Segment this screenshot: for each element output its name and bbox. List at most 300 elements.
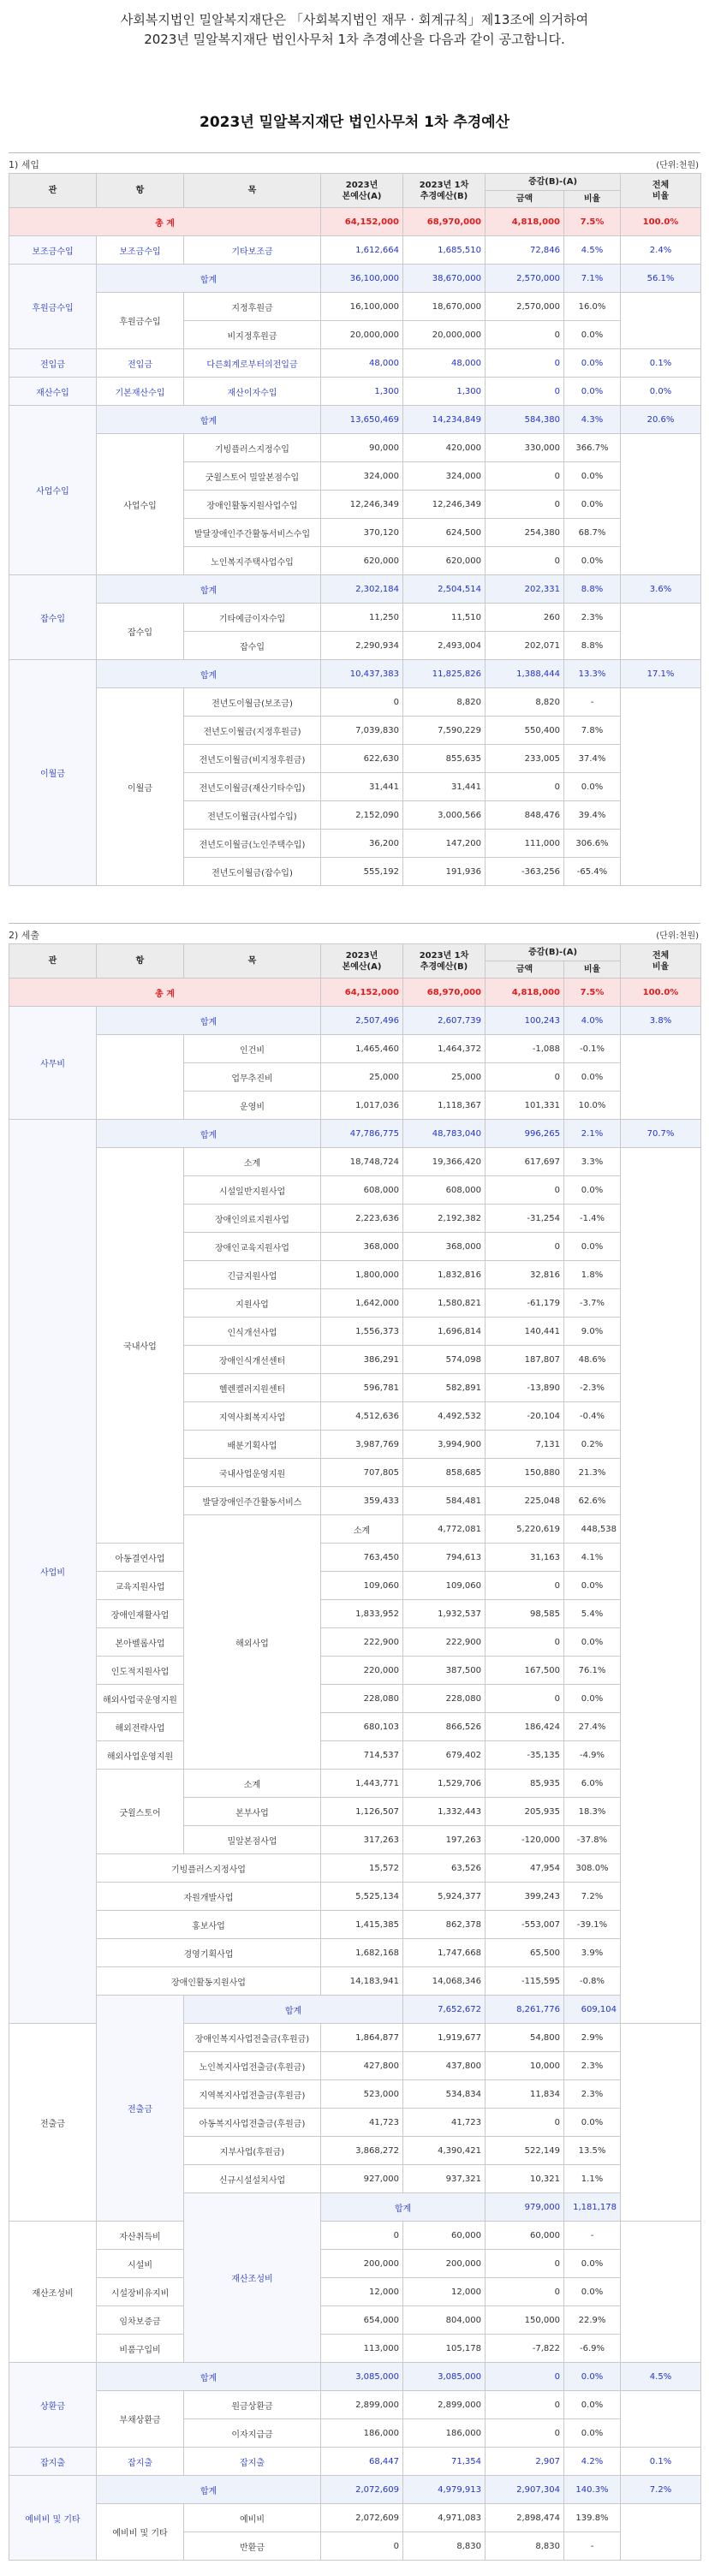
difference-rate-cell: -3.7% — [564, 1289, 621, 1318]
difference-rate-cell: 140.3% — [564, 2476, 621, 2504]
mok-cell: 해외전략사업 — [97, 1713, 184, 1741]
table-row — [9, 1148, 701, 1176]
supplementary-budget-cell: 18,670,000 — [403, 293, 486, 321]
original-budget-cell: 12,000 — [321, 2278, 403, 2306]
supplementary-budget-cell: 387,500 — [403, 1657, 486, 1685]
supplementary-budget-cell: 1,529,706 — [403, 1770, 486, 1798]
table-row — [9, 1854, 701, 1883]
difference-rate-cell: 306.6% — [564, 830, 621, 858]
original-budget-cell: 2,899,000 — [321, 2391, 403, 2419]
mok-cell: 시설비 — [97, 2250, 184, 2278]
difference-rate-cell: 7.5% — [564, 208, 621, 236]
difference-rate-cell: 3.3% — [564, 1148, 621, 1176]
difference-amount-cell: 150,000 — [486, 2306, 564, 2335]
supplementary-budget-cell: 1,464,372 — [403, 1035, 486, 1063]
mok-cell: 아동복지사업전출금(후원금) — [184, 2109, 321, 2137]
supplementary-budget-cell: 25,000 — [403, 1063, 486, 1092]
mok-cell: 본부사업 — [184, 1798, 321, 1826]
header-hang: 항 — [97, 174, 184, 208]
hang-mok-cell: 장애인활동지원사업 — [97, 1967, 321, 1996]
difference-amount-cell: 448,538 — [564, 1515, 621, 1544]
difference-amount-cell: 11,834 — [486, 2080, 564, 2109]
mok-cell: 전년도이월금(재산기타수입) — [184, 773, 321, 801]
supplementary-budget-cell: 866,526 — [403, 1713, 486, 1741]
supplementary-budget-cell: 48,783,040 — [403, 1120, 486, 1148]
gwan-cell: 이월금 — [9, 660, 97, 886]
original-budget-cell: 12,246,349 — [321, 491, 403, 519]
mok-cell: 전년도이월금(지정후원금) — [184, 717, 321, 745]
section-divider — [9, 152, 700, 153]
gwan-cell: 보조금수입 — [9, 236, 97, 265]
difference-rate-cell: 0.0% — [564, 349, 621, 378]
difference-amount-cell: 140,441 — [486, 1318, 564, 1346]
mok-cell: 비지정후원금 — [184, 321, 321, 349]
difference-rate-cell: 22.9% — [564, 2306, 621, 2335]
difference-amount-cell: 0 — [486, 1572, 564, 1600]
supplementary-budget-cell: 1,300 — [403, 378, 486, 406]
original-budget-cell: 109,060 — [321, 1572, 403, 1600]
difference-rate-cell: -65.4% — [564, 858, 621, 886]
difference-amount-cell: -35,135 — [486, 1741, 564, 1770]
gwan-cell: 전출금 — [97, 1996, 184, 2222]
original-budget-cell: 31,441 — [321, 773, 403, 801]
mok-cell: 긴급지원사업 — [184, 1261, 321, 1289]
difference-rate-cell: 0.0% — [564, 1685, 621, 1713]
mok-cell: 지정후원금 — [184, 293, 321, 321]
difference-amount-cell: 0 — [486, 1233, 564, 1261]
share-cell: 7.2% — [621, 2476, 701, 2504]
table-row — [9, 604, 701, 632]
table-row — [9, 2363, 701, 2391]
hang-cell: 재산조성비 — [9, 2222, 97, 2363]
difference-amount-cell: 186,424 — [486, 1713, 564, 1741]
hang-cell: 예비비 및 기타 — [97, 2504, 184, 2561]
difference-rate-cell: 366.7% — [564, 434, 621, 462]
mok-cell: 소계 — [184, 1148, 321, 1176]
mok-cell: 굿윌스토어 밀알본점수입 — [184, 462, 321, 491]
supplementary-budget-cell: 1,332,443 — [403, 1798, 486, 1826]
mok-cell: 업무추진비 — [184, 1063, 321, 1092]
share-cell-empty — [621, 293, 701, 349]
supplementary-budget-cell: 1,685,510 — [403, 236, 486, 265]
supplementary-budget-cell: 41,723 — [403, 2109, 486, 2137]
supplementary-budget-cell: 11,825,826 — [403, 660, 486, 688]
header-supplementary-budget: 2023년 1차 추경예산(B) — [403, 944, 486, 979]
grand-total-label: 총 계 — [9, 208, 321, 236]
original-budget-cell: 622,630 — [321, 745, 403, 773]
supplementary-budget-cell: 186,000 — [403, 2419, 486, 2448]
supplementary-budget-cell: 4,971,083 — [403, 2504, 486, 2532]
original-budget-cell: 368,000 — [321, 1233, 403, 1261]
share-cell-empty — [621, 1148, 701, 2024]
original-budget-cell: 3,987,769 — [321, 1431, 403, 1459]
subtotal-label: 합계 — [97, 1120, 321, 1148]
mok-cell: 헬렌켈러지원센터 — [184, 1374, 321, 1402]
difference-amount-cell: 260 — [486, 604, 564, 632]
difference-rate-cell: 4.5% — [564, 236, 621, 265]
hang-cell: 보조금수입 — [97, 236, 184, 265]
supplementary-budget-cell: 1,580,821 — [403, 1289, 486, 1318]
difference-amount-cell: 0 — [486, 1628, 564, 1657]
difference-amount-cell: 2,570,000 — [486, 265, 564, 293]
difference-amount-cell: 0 — [486, 378, 564, 406]
table-row — [9, 1628, 701, 1657]
subtotal-label: 합계 — [97, 2363, 321, 2391]
table-row — [9, 1911, 701, 1939]
difference-rate-cell: 8.8% — [564, 632, 621, 660]
original-budget-cell: 4,512,636 — [321, 1402, 403, 1431]
difference-rate-cell: 6.0% — [564, 1770, 621, 1798]
supplementary-budget-cell: 48,000 — [403, 349, 486, 378]
difference-amount-cell: 72,846 — [486, 236, 564, 265]
supplementary-budget-cell: 368,000 — [403, 1233, 486, 1261]
difference-rate-cell: -2.3% — [564, 1374, 621, 1402]
difference-amount-cell: 0 — [486, 2363, 564, 2391]
mok-cell: 자산취득비 — [97, 2222, 184, 2250]
mok-cell: 소계 — [184, 1770, 321, 1798]
share-cell: 3.6% — [621, 575, 701, 604]
table-row — [9, 688, 701, 717]
difference-amount-cell: 233,005 — [486, 745, 564, 773]
table-row — [9, 2222, 701, 2250]
table-row — [9, 2504, 701, 2532]
table-row — [9, 1741, 701, 1770]
difference-rate-cell: - — [564, 2532, 621, 2561]
intro-line-1: 사회복지법인 밀알복지재단은 「사회복지법인 재무 · 회계규칙」제13조에 의거하여 — [120, 12, 589, 27]
mok-cell: 장애인교육지원사업 — [184, 1233, 321, 1261]
hang-cell: 전입금 — [97, 349, 184, 378]
supplementary-budget-cell: 2,607,739 — [403, 1007, 486, 1035]
original-budget-cell: 90,000 — [321, 434, 403, 462]
header-gwan: 관 — [9, 944, 97, 979]
difference-rate-cell: 0.0% — [564, 378, 621, 406]
difference-amount-cell: 150,880 — [486, 1459, 564, 1487]
difference-amount-cell: -13,890 — [486, 1374, 564, 1402]
difference-rate-cell: 0.0% — [564, 2109, 621, 2137]
supplementary-budget-cell: 608,000 — [403, 1176, 486, 1205]
mok-cell: 노인복지주택사업수입 — [184, 547, 321, 575]
header-share: 전체 비율 — [621, 944, 701, 979]
original-budget-cell: 1,833,952 — [321, 1600, 403, 1628]
table-row — [9, 660, 701, 688]
supplementary-budget-cell: 574,098 — [403, 1346, 486, 1374]
difference-amount-cell: 31,163 — [486, 1544, 564, 1572]
original-budget-cell: 596,781 — [321, 1374, 403, 1402]
supplementary-budget-cell: 4,492,532 — [403, 1402, 486, 1431]
original-budget-cell: 927,000 — [321, 2165, 403, 2193]
supplementary-budget-cell: 3,000,566 — [403, 801, 486, 830]
original-budget-cell: 2,152,090 — [321, 801, 403, 830]
mok-cell: 이자지급금 — [184, 2419, 321, 2448]
difference-rate-cell: 7.5% — [564, 979, 621, 1007]
supplementary-budget-cell: 804,000 — [403, 2306, 486, 2335]
gwan-cell: 상환금 — [9, 2363, 97, 2448]
hang-cell: 이월금 — [97, 688, 184, 886]
supplementary-budget-cell: 2,493,004 — [403, 632, 486, 660]
grand-total-label: 총 계 — [9, 979, 321, 1007]
supplementary-budget-cell: 1,832,816 — [403, 1261, 486, 1289]
table-row — [9, 1572, 701, 1600]
share-cell: 0.1% — [621, 349, 701, 378]
subtotal-label: 합계 — [97, 575, 321, 604]
supplementary-budget-cell: 68,970,000 — [403, 979, 486, 1007]
mok-cell: 신규시설설치사업 — [184, 2165, 321, 2193]
hang-cell — [97, 1035, 184, 1120]
original-budget-cell: 48,000 — [321, 349, 403, 378]
supplementary-budget-cell: 2,899,000 — [403, 2391, 486, 2419]
original-budget-cell: 2,302,184 — [321, 575, 403, 604]
mok-cell: 전년도이월금(잡수입) — [184, 858, 321, 886]
original-budget-cell: 2,223,636 — [321, 1205, 403, 1233]
share-cell: 17.1% — [621, 660, 701, 688]
difference-rate-cell: 308.0% — [564, 1854, 621, 1883]
supplementary-budget-cell: 679,402 — [403, 1741, 486, 1770]
share-cell: 2.4% — [621, 236, 701, 265]
difference-amount-cell: 8,830 — [486, 2532, 564, 2561]
difference-rate-cell: -4.9% — [564, 1741, 621, 1770]
difference-rate-cell: 9.0% — [564, 1318, 621, 1346]
difference-amount-cell: 54,800 — [486, 2024, 564, 2052]
table-row — [9, 1713, 701, 1741]
gwan-cell: 사업수입 — [9, 406, 97, 575]
difference-rate-cell: 2.9% — [564, 2024, 621, 2052]
difference-amount-cell: 225,048 — [486, 1487, 564, 1515]
hang-cell: 국내사업 — [97, 1148, 184, 1544]
original-budget-cell: 5,525,134 — [321, 1883, 403, 1911]
subtotal-label: 합계 — [184, 1996, 403, 2024]
difference-amount-cell: 2,570,000 — [486, 293, 564, 321]
supplementary-budget-cell: 60,000 — [403, 2222, 486, 2250]
difference-amount-cell: 100,243 — [486, 1007, 564, 1035]
table-row — [9, 1035, 701, 1063]
gwan-cell: 재산조성비 — [184, 2193, 321, 2363]
difference-rate-cell: 0.0% — [564, 1628, 621, 1657]
difference-rate-cell: 48.6% — [564, 1346, 621, 1374]
difference-amount-cell: 10,321 — [486, 2165, 564, 2193]
original-budget-cell: 1,612,664 — [321, 236, 403, 265]
difference-rate-cell: 13.5% — [564, 2137, 621, 2165]
document-title: 2023년 밀알복지재단 법인사무처 1차 추경예산 — [200, 114, 509, 131]
original-budget-cell: 427,800 — [321, 2052, 403, 2080]
table-row — [9, 434, 701, 462]
mok-cell: 노인복지사업전출금(후원금) — [184, 2052, 321, 2080]
subtotal-label: 합계 — [97, 406, 321, 434]
income-table — [9, 173, 701, 886]
difference-rate-cell: 7.2% — [564, 1883, 621, 1911]
table-row — [9, 265, 701, 293]
supplementary-budget-cell: 2,504,514 — [403, 575, 486, 604]
mok-cell: 인건비 — [184, 1035, 321, 1063]
original-budget-cell: 18,748,724 — [321, 1148, 403, 1176]
difference-amount-cell: 0 — [486, 1176, 564, 1205]
difference-amount-cell: 254,380 — [486, 519, 564, 547]
supplementary-budget-cell: 228,080 — [403, 1685, 486, 1713]
difference-amount-cell: 205,935 — [486, 1798, 564, 1826]
original-budget-cell: 620,000 — [321, 547, 403, 575]
expense-table — [9, 943, 701, 2561]
difference-rate-cell: 0.0% — [564, 2391, 621, 2419]
intro-line-2: 2023년 밀알복지재단 법인사무처 1차 추경예산을 다음과 같이 공고합니다. — [144, 32, 565, 47]
difference-amount-cell: 7,131 — [486, 1431, 564, 1459]
gwan-cell: 예비비 및 기타 — [9, 2476, 97, 2561]
supplementary-budget-cell: 2,192,382 — [403, 1205, 486, 1233]
difference-rate-cell: 4.1% — [564, 1544, 621, 1572]
mok-cell: 전년도이월금(비지정후원금) — [184, 745, 321, 773]
difference-amount-cell: 0 — [486, 2391, 564, 2419]
difference-rate-cell: 39.4% — [564, 801, 621, 830]
mok-cell: 장애인활동지원사업수입 — [184, 491, 321, 519]
difference-amount-cell: 47,954 — [486, 1854, 564, 1883]
original-budget-cell: 2,290,934 — [321, 632, 403, 660]
difference-amount-cell: -363,256 — [486, 858, 564, 886]
difference-amount-cell: 1,388,444 — [486, 660, 564, 688]
hang-cell: 기본재산수입 — [97, 378, 184, 406]
supplementary-budget-cell: 222,900 — [403, 1628, 486, 1657]
difference-amount-cell: 202,071 — [486, 632, 564, 660]
supplementary-budget-cell: 200,000 — [403, 2250, 486, 2278]
original-budget-cell: 1,864,877 — [321, 2024, 403, 2052]
original-budget-cell: 186,000 — [321, 2419, 403, 2448]
difference-rate-cell: -6.9% — [564, 2335, 621, 2363]
original-budget-cell: 1,017,036 — [321, 1092, 403, 1120]
difference-rate-cell: 1.1% — [564, 2165, 621, 2193]
difference-amount-cell: 0 — [486, 2250, 564, 2278]
supplementary-budget-cell: 20,000,000 — [403, 321, 486, 349]
supplementary-budget-cell: 7,590,229 — [403, 717, 486, 745]
supplementary-budget-cell: 1,696,814 — [403, 1318, 486, 1346]
gwan-cell: 재산수입 — [9, 378, 97, 406]
mok-cell: 아동결연사업 — [97, 1544, 184, 1572]
income-unit-label: (단위:천원) — [656, 161, 699, 170]
mok-cell: 원금상환금 — [184, 2391, 321, 2419]
header-original-budget: 2023년 본예산(A) — [321, 174, 403, 208]
supplementary-budget-cell: 63,526 — [403, 1854, 486, 1883]
supplementary-budget-cell: 1,181,178 — [564, 2193, 621, 2222]
original-budget-cell: 3,085,000 — [321, 2363, 403, 2391]
original-budget-cell: 36,200 — [321, 830, 403, 858]
table-row — [9, 1120, 701, 1148]
table-row — [9, 2278, 701, 2306]
original-budget-cell: 228,080 — [321, 1685, 403, 1713]
difference-amount-cell: 32,816 — [486, 1261, 564, 1289]
supplementary-budget-cell: 937,321 — [403, 2165, 486, 2193]
header-difference: 증감(B)-(A) — [486, 174, 621, 191]
difference-rate-cell: 0.0% — [564, 2250, 621, 2278]
original-budget-cell: 386,291 — [321, 1346, 403, 1374]
difference-rate-cell: 0.0% — [564, 2278, 621, 2306]
difference-amount-cell: 0 — [486, 1685, 564, 1713]
original-budget-cell: 1,415,385 — [321, 1911, 403, 1939]
difference-amount-cell: 60,000 — [486, 2222, 564, 2250]
table-row — [9, 1967, 701, 1996]
difference-amount-cell: 167,500 — [486, 1657, 564, 1685]
difference-rate-cell: -1.4% — [564, 1205, 621, 1233]
share-cell: 20.6% — [621, 406, 701, 434]
table-row — [9, 1883, 701, 1911]
original-budget-cell: 1,465,460 — [321, 1035, 403, 1063]
difference-amount-cell: 4,818,000 — [486, 979, 564, 1007]
mok-cell: 재산이자수입 — [184, 378, 321, 406]
original-budget-cell: 113,000 — [321, 2335, 403, 2363]
original-budget-cell: 15,572 — [321, 1854, 403, 1883]
difference-amount-cell: -115,595 — [486, 1967, 564, 1996]
header-share: 전체 비율 — [621, 174, 701, 208]
hang-mok-cell: 기빙플러스지정사업 — [97, 1854, 321, 1883]
mok-cell: 본아벨롭사업 — [97, 1628, 184, 1657]
mok-cell: 국내사업운영지원 — [184, 1459, 321, 1487]
table-row — [9, 1996, 701, 2024]
share-cell: 70.7% — [621, 1120, 701, 1148]
original-budget-cell: 13,650,469 — [321, 406, 403, 434]
difference-amount-cell: 10,000 — [486, 2052, 564, 2080]
original-budget-cell: 20,000,000 — [321, 321, 403, 349]
supplementary-budget-cell: 11,510 — [403, 604, 486, 632]
mok-cell: 해외사업운영지원 — [97, 1741, 184, 1770]
header-amount: 금액 — [486, 961, 564, 979]
difference-amount-cell: 330,000 — [486, 434, 564, 462]
difference-rate-cell: 2.3% — [564, 2080, 621, 2109]
supplementary-budget-cell: 1,747,668 — [403, 1939, 486, 1967]
header-difference: 증감(B)-(A) — [486, 944, 621, 961]
supplementary-budget-cell: 71,354 — [403, 2448, 486, 2476]
gwan-cell: 사무비 — [9, 1007, 97, 1120]
mok-cell: 전년도이월금(보조금) — [184, 688, 321, 717]
difference-rate-cell: 76.1% — [564, 1657, 621, 1685]
original-budget-cell: 4,772,081 — [403, 1515, 486, 1544]
table-row — [9, 236, 701, 265]
share-cell: 100.0% — [621, 979, 701, 1007]
difference-rate-cell: 0.0% — [564, 547, 621, 575]
supplementary-budget-cell: 109,060 — [403, 1572, 486, 1600]
supplementary-budget-cell: 534,834 — [403, 2080, 486, 2109]
original-budget-cell: 222,900 — [321, 1628, 403, 1657]
mok-cell: 지부사업(후원금) — [184, 2137, 321, 2165]
original-budget-cell: 64,152,000 — [321, 979, 403, 1007]
subtotal-label: 합계 — [97, 265, 321, 293]
mok-cell: 장애인복지사업전출금(후원금) — [184, 2024, 321, 2052]
mok-cell: 운영비 — [184, 1092, 321, 1120]
table-row — [9, 2448, 701, 2476]
share-cell-empty — [621, 1035, 701, 1120]
share-cell-empty — [621, 2024, 701, 2222]
difference-rate-cell: 4.2% — [564, 2448, 621, 2476]
original-budget-cell: 36,100,000 — [321, 265, 403, 293]
difference-rate-cell: 0.0% — [564, 491, 621, 519]
difference-rate-cell: - — [564, 688, 621, 717]
original-budget-cell: 317,263 — [321, 1826, 403, 1854]
supplementary-budget-cell: 862,378 — [403, 1911, 486, 1939]
difference-amount-cell: 65,500 — [486, 1939, 564, 1967]
difference-rate-cell: 0.0% — [564, 462, 621, 491]
original-budget-cell: 68,447 — [321, 2448, 403, 2476]
difference-amount-cell: 0 — [486, 349, 564, 378]
supplementary-budget-cell: 197,263 — [403, 1826, 486, 1854]
mok-cell: 다른회계로부터의전입금 — [184, 349, 321, 378]
difference-rate-cell: 16.0% — [564, 293, 621, 321]
difference-rate-cell: 1.8% — [564, 1261, 621, 1289]
original-budget-cell: 714,537 — [321, 1741, 403, 1770]
original-budget-cell: 979,000 — [486, 2193, 564, 2222]
gwan-cell: 전입금 — [9, 349, 97, 378]
supplementary-budget-cell: 191,936 — [403, 858, 486, 886]
hang-mok-cell: 자원개발사업 — [97, 1883, 321, 1911]
share-cell-empty — [621, 2222, 701, 2363]
difference-amount-cell: 85,935 — [486, 1770, 564, 1798]
table-row — [9, 293, 701, 321]
supplementary-budget-cell: 794,613 — [403, 1544, 486, 1572]
mok-cell: 밀알본점사업 — [184, 1826, 321, 1854]
mok-cell: 전년도이월금(노인주택수입) — [184, 830, 321, 858]
